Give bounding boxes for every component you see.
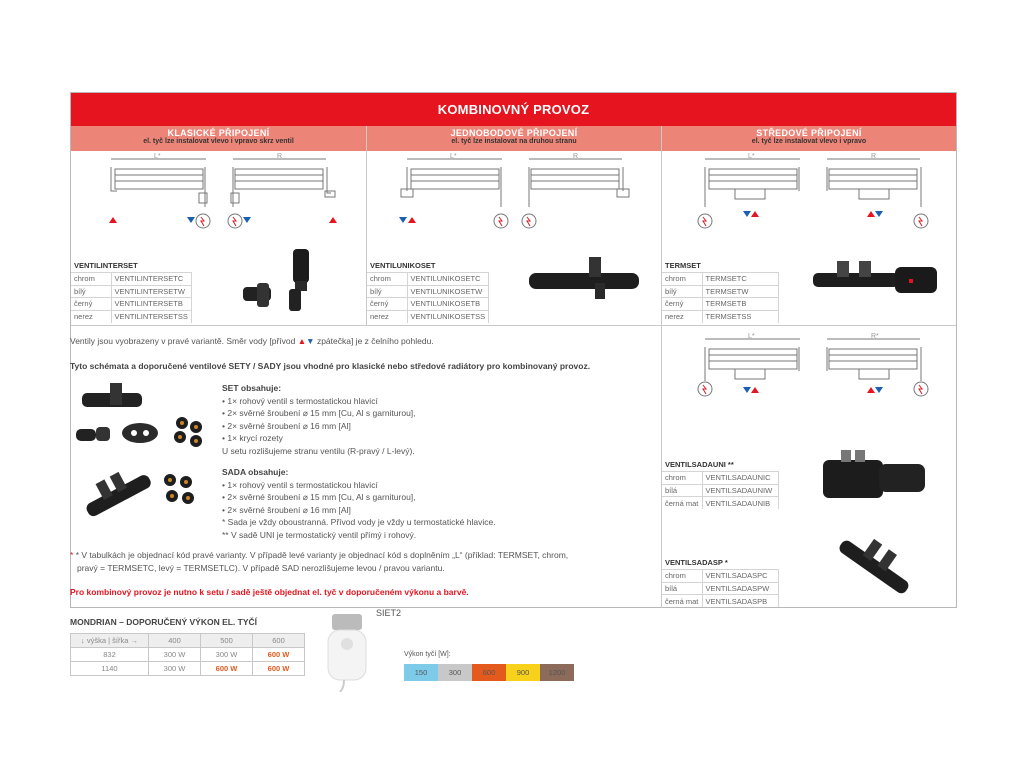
- mondrian-title: MONDRIAN – DOPORUČENÝ VÝKON EL. TYČÍ: [70, 617, 258, 627]
- product-code-table-termset: [662, 272, 779, 323]
- banner-title: KOMBINOVNÝ PROVOZ: [71, 93, 956, 126]
- sada-title: SADA obsahuje:: [222, 467, 289, 477]
- code-cell: VENTILSADASPW: [702, 582, 778, 595]
- footnote-text: * V tabulkách je objednací kód pravé varianty. V případě levé varianty je objednací kód s doplněním „L“ (příklad: TERMSET, chrom,: [75, 550, 569, 560]
- code-cell: VENTILUNIKOSETSS: [407, 310, 489, 323]
- sada-contents: [222, 466, 496, 541]
- height-cell: 1140: [71, 662, 149, 676]
- column-subtitle: el. tyč lze instalovat vlevo i vpravo: [751, 138, 867, 145]
- diagram-label-left: L*: [154, 153, 161, 160]
- legend-swatch-900: 900: [506, 664, 540, 681]
- diagram-label-right: R: [573, 153, 579, 160]
- warning-text: Pro kombinový provoz je nutno k setu / sadě ještě objednat el. tyč v doporučeném výkonu a barvě.: [70, 587, 469, 597]
- legend-swatch-150: 150: [404, 664, 438, 681]
- code-cell: VENTILSADASPB: [702, 595, 778, 608]
- color-cell: černá mat: [662, 497, 702, 510]
- valve-product-image: [811, 253, 941, 303]
- legend-swatch-1200: 1200: [540, 664, 574, 681]
- diagram-label-left: L*: [748, 153, 755, 160]
- list-item: • 2× svěrné šroubení ⌀ 16 mm [Al]: [222, 504, 351, 515]
- column-header-classic: [71, 126, 366, 151]
- code-cell: VENTILINTERSETB: [111, 298, 191, 311]
- code-cell: VENTILINTERSETC: [111, 273, 191, 286]
- center-connection-diagram: [685, 153, 945, 233]
- list-item: • 2× svěrné šroubení ⌀ 15 mm [Cu, Al s garniturou],: [222, 492, 416, 502]
- product-code-table-unikoset: [367, 272, 489, 323]
- set-contents: [222, 382, 416, 457]
- color-cell: černý: [367, 298, 407, 311]
- color-cell: nerez: [71, 310, 111, 323]
- legend-title: Výkon tyčí [W]:: [404, 651, 451, 658]
- heating-rod-image: [324, 612, 374, 692]
- code-cell: TERMSETC: [702, 273, 778, 286]
- diagram-label-left: L*: [450, 153, 457, 160]
- power-cell: 600 W: [253, 648, 305, 662]
- power-cell: 600 W: [201, 662, 253, 676]
- color-cell: nerez: [662, 310, 702, 323]
- code-cell: VENTILUNIKOSETB: [407, 298, 489, 311]
- performance-table: [70, 633, 305, 676]
- power-cell: 600 W: [253, 662, 305, 676]
- diagram-label-right: R: [871, 153, 877, 160]
- code-cell: VENTILUNIKOSETC: [407, 273, 489, 286]
- color-cell: chrom: [367, 273, 407, 286]
- color-cell: bílá: [662, 484, 702, 497]
- color-cell: černý: [71, 298, 111, 311]
- product-code-table-intersect: [71, 272, 192, 323]
- product-code-table-sadasp: [662, 569, 779, 607]
- product-title: VENTILUNIKOSET: [370, 261, 436, 270]
- column-header-center: [662, 126, 956, 151]
- divider: [661, 126, 662, 608]
- table-row: [71, 662, 305, 676]
- list-item: • 1× krycí rozety: [222, 433, 283, 443]
- legend-swatch-300: 300: [438, 664, 472, 681]
- set-note: U setu rozlišujeme stranu ventilu (R-pravý / L-levý).: [222, 445, 415, 456]
- note-text: zpátečka] je z čelního pohledu.: [314, 336, 434, 346]
- set-title: SET obsahuje:: [222, 383, 282, 393]
- table-row: [71, 634, 305, 648]
- column-subtitle: el. tyč lze instalovat vlevo i vpravo skrz ventil: [143, 138, 294, 145]
- set-product-image: [70, 383, 220, 453]
- column-title: STŘEDOVÉ PŘIPOJENÍ: [756, 128, 862, 138]
- product-code-table-sadauni: [662, 471, 779, 509]
- code-cell: VENTILSADASPC: [702, 570, 778, 583]
- note-text: Ventily jsou vyobrazeny v pravé variantě. Směr vody [přívod: [70, 336, 298, 346]
- asterisk-icon: *: [70, 550, 74, 560]
- sada-note: * Sada je vždy oboustranná. Přívod vody je vždy u termostatické hlavice.: [222, 517, 496, 527]
- power-cell: 300 W: [201, 648, 253, 662]
- header-cell: 400: [149, 634, 201, 648]
- product-title: VENTILINTERSET: [74, 261, 138, 270]
- footnote-line: [70, 549, 568, 562]
- list-item: • 1× rohový ventil s termostatickou hlavicí: [222, 395, 378, 406]
- ordering-footnote: [70, 549, 568, 574]
- valve-product-image: [821, 448, 931, 503]
- header-cell: 600: [253, 634, 305, 648]
- power-cell: 300 W: [149, 648, 201, 662]
- single-point-diagram: [387, 153, 647, 233]
- diagram-label-right: R: [277, 153, 283, 160]
- color-cell: nerez: [367, 310, 407, 323]
- column-title: JEDNOBODOVÉ PŘIPOJENÍ: [450, 128, 578, 138]
- product-title: VENTILSADASP *: [665, 558, 728, 567]
- header-cell: ↓ výška | šířka →: [71, 634, 149, 648]
- code-cell: TERMSETW: [702, 285, 778, 298]
- power-cell: 300 W: [149, 662, 201, 676]
- code-cell: VENTILSADAUNIW: [702, 484, 778, 497]
- heating-rod-name: SIET2: [376, 608, 402, 618]
- classic-connection-diagram: [91, 153, 351, 233]
- list-item: • 2× svěrné šroubení ⌀ 15 mm [Cu, Al s garniturou],: [222, 408, 416, 418]
- diagram-label-right: R*: [871, 333, 879, 340]
- color-cell: chrom: [71, 273, 111, 286]
- valve-product-image: [235, 245, 335, 315]
- color-cell: chrom: [662, 273, 702, 286]
- return-arrow-icon: ▼: [306, 336, 315, 346]
- product-sheet: [70, 92, 957, 608]
- color-cell: černá mat: [662, 595, 702, 608]
- color-cell: bílý: [367, 285, 407, 298]
- height-cell: 832: [71, 648, 149, 662]
- column-subtitle: el. tyč lze instalovat na druhou stranu: [451, 138, 577, 145]
- valve-product-image: [827, 533, 917, 603]
- diagram-label-left: L*: [748, 333, 755, 340]
- product-title: VENTILSADAUNI **: [665, 460, 734, 469]
- color-cell: chrom: [662, 472, 702, 485]
- center-connection-diagram-variant: [685, 333, 945, 413]
- column-title: KLASICKÉ PŘIPOJENÍ: [167, 128, 270, 138]
- water-direction-note: [70, 336, 434, 346]
- list-item: • 1× rohový ventil s termostatickou hlavicí: [222, 479, 378, 490]
- header-cell: 500: [201, 634, 253, 648]
- product-title: TERMSET: [665, 261, 701, 270]
- code-cell: VENTILUNIKOSETW: [407, 285, 489, 298]
- table-row: [71, 648, 305, 662]
- code-cell: VENTILINTERSETSS: [111, 310, 191, 323]
- divider: [71, 325, 956, 326]
- color-cell: bílý: [662, 285, 702, 298]
- color-cell: chrom: [662, 570, 702, 583]
- column-header-single-point: [367, 126, 661, 151]
- color-cell: černý: [662, 298, 702, 311]
- sada-note: ** V sadě UNI je termostatický ventil přímý i rohový.: [222, 529, 417, 540]
- supply-arrow-icon: ▲: [297, 336, 307, 346]
- color-cell: bílý: [71, 285, 111, 298]
- code-cell: VENTILSADAUNIC: [702, 472, 778, 485]
- code-cell: VENTILSADAUNIB: [702, 497, 778, 510]
- list-item: • 2× svěrné šroubení ⌀ 16 mm [Al]: [222, 420, 351, 431]
- sada-product-image: [80, 466, 220, 526]
- legend-swatch-600: 600: [472, 664, 506, 681]
- footnote-text: pravý = TERMSETC, levý = TERMSETLC). V případě SAD nerozlišujeme levou / pravou variantu.: [77, 562, 445, 573]
- code-cell: TERMSETB: [702, 298, 778, 311]
- color-cell: bílá: [662, 582, 702, 595]
- valve-product-image: [525, 251, 645, 311]
- code-cell: VENTILINTERSETW: [111, 285, 191, 298]
- recommendation-text: Tyto schémata a doporučené ventilové SETY / SADY jsou vhodné pro klasické nebo středové radiátory pro kombinovaný provoz.: [70, 361, 591, 371]
- code-cell: TERMSETSS: [702, 310, 778, 323]
